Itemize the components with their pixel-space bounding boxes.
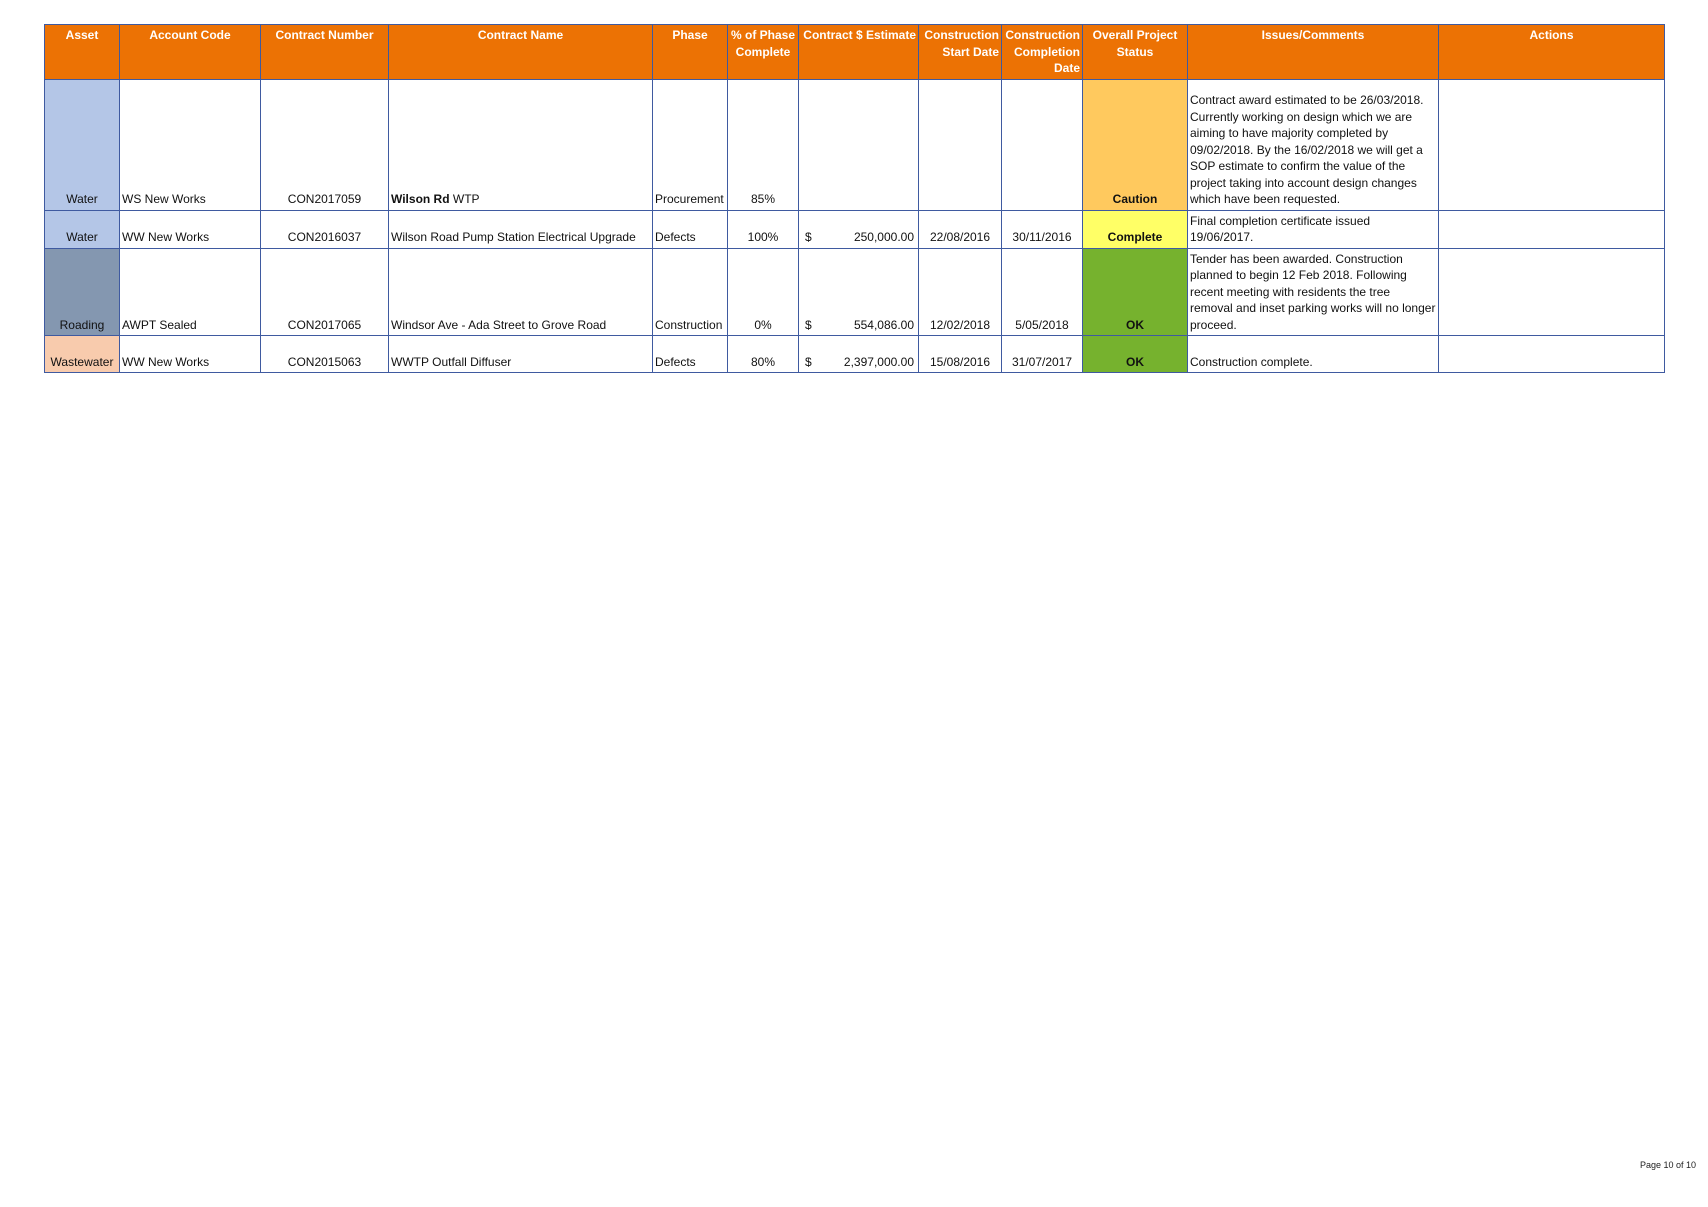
pct-complete-cell: 85% — [728, 79, 799, 210]
header-overall-status: Overall Project Status — [1083, 25, 1188, 80]
header-contract-estimate: Contract $ Estimate — [799, 25, 919, 80]
status-badge: OK — [1083, 336, 1188, 373]
estimate-cell — [799, 210, 919, 248]
account-code-cell: WW New Works — [120, 210, 261, 248]
currency-symbol: $ — [805, 230, 812, 244]
actions-cell — [1439, 336, 1665, 373]
phase-cell: Defects — [653, 336, 728, 373]
asset-cell: Water — [45, 210, 120, 248]
completion-date-cell: 30/11/2016 — [1002, 210, 1083, 248]
estimate-cell — [799, 248, 919, 336]
contract-name-text: Wilson Road Pump Station Electrical Upgrade — [391, 230, 636, 244]
contract-name-cell — [389, 79, 653, 210]
status-badge: Caution — [1083, 79, 1188, 210]
table-row — [45, 336, 1665, 373]
pct-complete-cell: 80% — [728, 336, 799, 373]
header-pct-phase-complete: % of Phase Complete — [728, 25, 799, 80]
comment-cell: Final completion certificate issued 19/06/2017. — [1188, 210, 1439, 248]
completion-date-cell: 5/05/2018 — [1002, 248, 1083, 336]
pct-complete-cell: 100% — [728, 210, 799, 248]
comment-cell: Construction complete. — [1188, 336, 1439, 373]
comment-cell: Contract award estimated to be 26/03/2018. Currently working on design which we are aiming to have majority completed by 09/02/2018. By the 16/02/2018 we will get a SOP estimate to confirm the value of the project taking into account design changes which have been requested. — [1188, 79, 1439, 210]
contract-name-text: Windsor Ave - Ada Street to Grove Road — [391, 317, 607, 332]
contract-number-cell: CON2017065 — [261, 248, 389, 336]
estimate-value: 250,000.00 — [853, 230, 914, 244]
start-date-cell: 15/08/2016 — [919, 336, 1002, 373]
table-row — [45, 210, 1665, 248]
asset-cell: Wastewater — [45, 336, 120, 373]
start-date-cell: 12/02/2018 — [919, 248, 1002, 336]
header-phase: Phase — [653, 25, 728, 80]
header-contract-name: Contract Name — [389, 25, 653, 80]
header-row — [45, 25, 1665, 80]
contract-number-cell: CON2016037 — [261, 210, 389, 248]
project-status-table — [44, 24, 1665, 373]
completion-date-cell: 31/07/2017 — [1002, 336, 1083, 373]
start-date-cell: 22/08/2016 — [919, 210, 1002, 248]
phase-cell: Defects — [653, 210, 728, 248]
pct-complete-cell: 0% — [728, 248, 799, 336]
asset-cell: Water — [45, 79, 120, 210]
contract-name-text: WWTP Outfall Diffuser — [391, 354, 512, 369]
status-badge: Complete — [1083, 210, 1188, 248]
actions-cell — [1439, 79, 1665, 210]
contract-name-cell — [389, 248, 653, 336]
actions-cell — [1439, 248, 1665, 336]
status-badge: OK — [1083, 248, 1188, 336]
header-contract-number: Contract Number — [261, 25, 389, 80]
contract-name-bold: Wilson Rd — [391, 192, 450, 206]
header-construction-start: Construction Start Date — [919, 25, 1002, 80]
header-account-code: Account Code — [120, 25, 261, 80]
estimate-value: 554,086.00 — [853, 317, 914, 332]
currency-symbol: $ — [805, 317, 812, 332]
account-code-cell: WS New Works — [120, 79, 261, 210]
contract-name-text: WTP — [449, 192, 480, 206]
header-issues-comments: Issues/Comments — [1188, 25, 1439, 80]
page-number: Page 10 of 10 — [1639, 1160, 1696, 1170]
estimate-cell — [799, 79, 919, 210]
start-date-cell — [919, 79, 1002, 210]
header-actions: Actions — [1439, 25, 1665, 80]
phase-cell: Construction — [653, 248, 728, 336]
actions-cell — [1439, 210, 1665, 248]
contract-name-cell — [389, 336, 653, 373]
account-code-cell: AWPT Sealed — [120, 248, 261, 336]
phase-cell: Procurement — [653, 79, 728, 210]
asset-cell: Roading — [45, 248, 120, 336]
contract-number-cell: CON2015063 — [261, 336, 389, 373]
contract-name-cell — [389, 210, 653, 248]
completion-date-cell — [1002, 79, 1083, 210]
header-construction-completion: Construction Completion Date — [1002, 25, 1083, 80]
contract-number-cell: CON2017059 — [261, 79, 389, 210]
estimate-cell — [799, 336, 919, 373]
account-code-cell: WW New Works — [120, 336, 261, 373]
currency-symbol: $ — [805, 354, 812, 369]
table-row — [45, 248, 1665, 336]
comment-cell: Tender has been awarded. Construction planned to begin 12 Feb 2018. Following recent meeting with residents the tree removal and inset parking works will no longer proceed. — [1188, 248, 1439, 336]
estimate-value: 2,397,000.00 — [843, 354, 914, 369]
header-asset: Asset — [45, 25, 120, 80]
table-row — [45, 79, 1665, 210]
